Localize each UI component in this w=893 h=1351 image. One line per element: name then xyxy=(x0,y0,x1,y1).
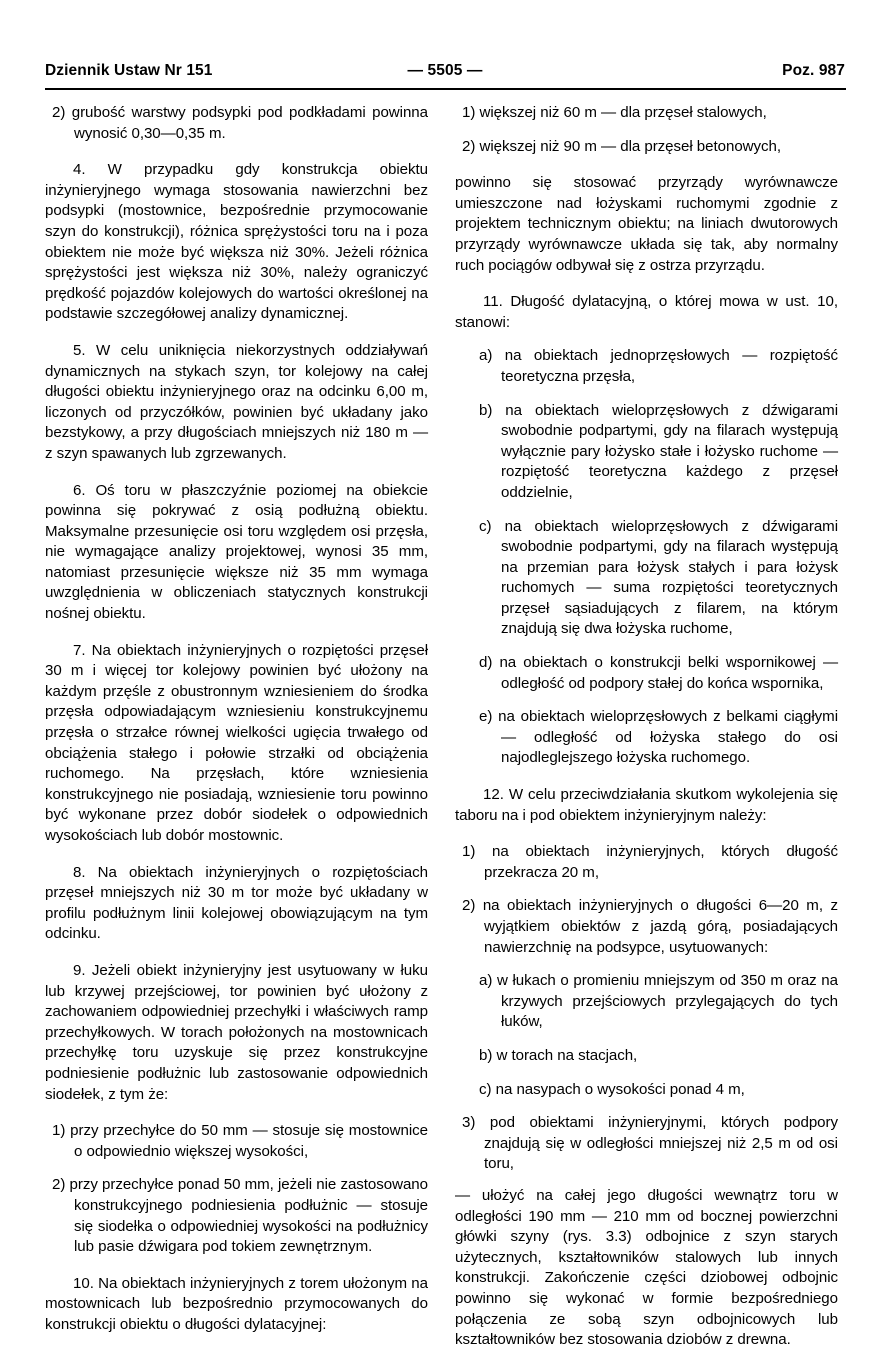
paragraph: 11. Długość dylatacyjną, o której mowa w ust. 10, stanowi: xyxy=(455,293,838,331)
list-item: b) na obiektach wieloprzęsłowych z dźwigarami swobodnie podpartymi, gdy na filarach występują wyłącznie pary łożysko stałe i łożysko ruchome — rozpiętość teoretyczna każdego z przęseł oddzielnie, xyxy=(479,401,838,501)
paragraph: — ułożyć na całej jego długości wewnątrz toru w odległości 190 mm — 210 mm od bocznej powierzchni główki szyny (rys. 3.3) odbojnice z szyn starych użytecznych, kształtowników stalowych lub innych konstrukcji. Zakończenie części dziobowej odbojnic powinno się wykonać w formie bezpośredniego połączenia ze sobą szyn odbojnicowych lub kształtowników bez stosowania dziobów z drewna. xyxy=(455,1186,838,1349)
item-number: Poz. 987 xyxy=(782,62,845,79)
header-rule xyxy=(45,88,846,90)
list-item: e) na obiektach wieloprzęsłowych z belkami ciągłymi — odległość od łożyska stałego do osi najodleglejszego łożyska ruchomego. xyxy=(479,708,838,767)
list-item: c) na obiektach wieloprzęsłowych z dźwigarami swobodnie podpartymi, gdy na filarach występują na przemian para łożysk stałych i para łożysk ruchomych — suma rozpiętości teoretycznych przęseł sąsiadujących z filarem, na którym znajdują się dwa łożyska ruchome, xyxy=(479,517,838,638)
paragraph: 4. W przypadku gdy konstrukcja obiektu inżynieryjnego wymaga stosowania nawierzchni bez podsypki (mostownice, bezpośrednie przymocowanie szyn do konstrukcji), różnica sprężystości toru na i poza obiektem nie może być większa niż 30%. Jeżeli różnica sprężystości jest większa niż 30%, należy ograniczyć prędkość pojazdów kolejowych do wartości określonej na podstawie szczegółowej analizy dynamicznej. xyxy=(45,161,428,323)
column-left xyxy=(45,103,428,1333)
list-item: 1) na obiektach inżynieryjnych, których długość przekracza 20 m, xyxy=(462,843,838,881)
paragraph: 5. W celu uniknięcia niekorzystnych oddziaływań dynamicznych na stykach szyn, tor kolejowy na całej długości obiektu inżynieryjnego oraz na odcinku 6,00 m, liczonych od przyczółków, powinien być układany jako bezstykowy, a przy długościach mniejszych niż 180 m — z szyn spawanych lub zgrzewanych. xyxy=(45,341,428,462)
paragraph: 12. W celu przeciwdziałania skutkom wykolejenia się taboru na i pod obiektem inżynieryjnym należy: xyxy=(455,786,838,824)
column-right xyxy=(455,103,838,1349)
page-number: — 5505 — xyxy=(407,62,483,79)
list-item: 2) przy przechyłce ponad 50 mm, jeżeli nie zastosowano konstrukcyjnego podniesienia podłużnic — stosuje się siodełka o odpowiedniej wysokości na podłużnicy lub pasie dźwigara pod tokiem zewnętrznym. xyxy=(52,1176,428,1256)
list-item: c) na nasypach o wysokości ponad 4 m, xyxy=(479,1080,745,1098)
running-head xyxy=(45,62,845,86)
list-item: d) na obiektach o konstrukcji belki wspornikowej — odległość od podpory stałej do końca wspornika, xyxy=(479,654,838,692)
gazette-title: Dziennik Ustaw Nr 151 xyxy=(45,62,213,79)
list-item: 3) pod obiektami inżynieryjnymi, których podpory znajdują się w odległości mniejszej niż 2,5 m od osi toru, xyxy=(462,1114,838,1173)
list-item: b) w torach na stacjach, xyxy=(479,1046,638,1064)
paragraph: 10. Na obiektach inżynieryjnych z torem ułożonym na mostownicach lub bezpośrednio przymocowanych do konstrukcji obiektu o długości dylatacyjnej: xyxy=(45,1274,428,1333)
paragraph: 7. Na obiektach inżynieryjnych o rozpiętości przęseł 30 m i więcej tor kolejowy powinien być ułożony na każdym przęśle z obustronnym wzniesieniem do środka przęsła odpowiadającym wzniesieniu konstrukcyjnemu przęsła o strzałce równej wielkości ugięcia trwałego od obciążenia stałego i połowie strzałki od obciążenia ruchomego. Na przęsłach, które wzniesienia konstrukcyjnego nie posiadają, wzniesienie toru powinno być wykonane przez dobór siodełek o odpowiednich wysokościach lub dobór mostownic. xyxy=(45,641,428,844)
paragraph: 6. Oś toru w płaszczyźnie poziomej na obiekcie powinna się pokrywać z osią podłużną obiektu. Maksymalne przesunięcie osi toru względem osi przęsła, nie wymagające analizy projektowej, wynosi 35 mm, natomiast przesunięcie większe niż 35 mm wymaga uwzględnienia w obliczeniach statycznych konstrukcji nośnej obiektu. xyxy=(45,481,428,623)
paragraph: powinno się stosować przyrządy wyrównawcze umieszczone nad łożyskami ruchomymi zgodnie z projektem technicznym obiektu; na liniach dwutorowych przyrządy wyrównawcze układa się tak, aby normalny ruch pociągów odbywał się z ostrza przyrządu. xyxy=(455,174,838,274)
text-columns xyxy=(45,103,846,1349)
list-item: 2) grubość warstwy podsypki pod podkładami powinna wynosić 0,30—0,35 m. xyxy=(52,104,428,142)
list-item: a) w łukach o promieniu mniejszym od 350 m oraz na krzywych przejściowych przylegających do tych łuków, xyxy=(479,972,838,1031)
list-item: 1) większej niż 60 m — dla przęseł stalowych, xyxy=(462,104,767,121)
list-item: 2) większej niż 90 m — dla przęseł betonowych, xyxy=(462,137,782,155)
list-item: 2) na obiektach inżynieryjnych o długości 6—20 m, z wyjątkiem obiektów z jazdą górą, posiadających nawierzchnię na podsypce, usytuowanych: xyxy=(462,897,838,956)
list-item: 1) przy przechyłce do 50 mm — stosuje się mostownice o odpowiednio większej wysokości, xyxy=(52,1122,428,1160)
paragraph: 8. Na obiektach inżynieryjnych o rozpiętościach przęseł mniejszych niż 30 m tor może być układany w profilu podłużnym linii kolejowej obowiązującym na tym odcinku. xyxy=(45,863,428,943)
paragraph: 9. Jeżeli obiekt inżynieryjny jest usytuowany w łuku lub krzywej przejściowej, tor powinien być ułożony z zachowaniem odpowiedniej przechyłki i właściwych ramp przechyłkowych. W torach położonych na mostownicach przechyłkę toru uzyskuje się przez konstrukcyjne podniesienie podłużnic lub zastosowanie odpowiednich siodełek, z tym że: xyxy=(45,961,428,1103)
list-item: a) na obiektach jednoprzęsłowych — rozpiętość teoretyczna przęsła, xyxy=(479,347,838,385)
